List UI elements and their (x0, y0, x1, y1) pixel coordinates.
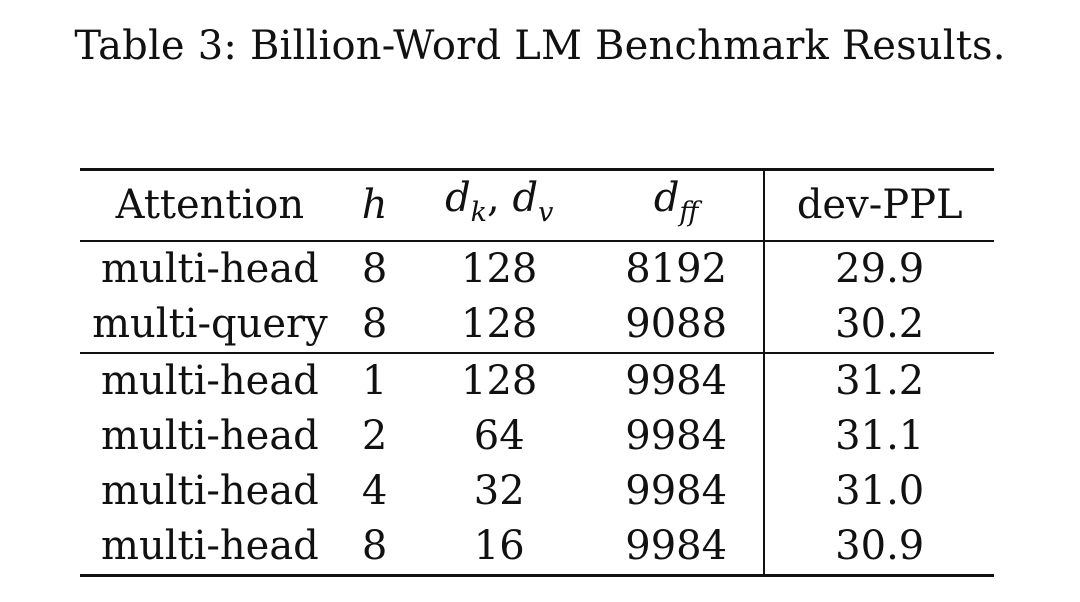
cell-dev-ppl-best: 29.9 (764, 241, 994, 297)
table-row (80, 353, 994, 409)
cell-h: 8 (361, 523, 388, 569)
cell-attention: multi-head (101, 523, 319, 569)
cell-dff: 9984 (625, 468, 728, 514)
table-row (80, 409, 994, 464)
table-header (80, 170, 994, 242)
cell-dev-ppl: 31.1 (764, 409, 994, 464)
cell-dk-dv: 64 (473, 413, 525, 459)
table-row (80, 241, 994, 297)
header-dff-base: d (653, 175, 680, 221)
header-dv-base: d (512, 175, 539, 221)
table-row (80, 297, 994, 353)
header-h: h (361, 182, 388, 228)
header-dv-sub: v (538, 197, 554, 228)
header-dk-base: d (445, 175, 471, 221)
cell-h: 8 (361, 246, 388, 292)
cell-dff: 9984 (625, 413, 728, 459)
header-dff (589, 170, 764, 242)
cell-attention: multi-head (101, 468, 319, 514)
cell-h: 8 (361, 301, 388, 347)
cell-dk-dv: 16 (473, 523, 525, 569)
cell-dev-ppl: 31.2 (764, 353, 994, 409)
table-row (80, 464, 994, 519)
cell-dff: 9088 (625, 301, 728, 347)
header-dk-sub: k (470, 197, 488, 228)
table-row (80, 519, 994, 576)
cell-attention: multi-query (92, 301, 328, 347)
cell-h: 4 (361, 468, 388, 514)
cell-h: 1 (361, 358, 388, 404)
table-body-top (80, 241, 994, 353)
table-body-bottom (80, 353, 994, 576)
cell-dev-ppl: 31.0 (764, 464, 994, 519)
cell-attention: multi-head (101, 358, 319, 404)
cell-dev-ppl: 30.9 (764, 519, 994, 576)
table-caption: Table 3: Billion-Word LM Benchmark Results. (74, 23, 1006, 69)
header-dk-sep: , (487, 175, 513, 221)
cell-attention: multi-head (101, 413, 319, 459)
header-dev-ppl: dev-PPL (764, 170, 994, 242)
cell-dk-dv: 128 (461, 301, 538, 347)
cell-dff: 9984 (625, 358, 728, 404)
cell-dk-dv: 128 (461, 246, 538, 292)
results-table (80, 168, 994, 577)
header-attention: Attention (115, 182, 305, 228)
header-dff-sub: ff (679, 197, 699, 228)
header-row (80, 170, 994, 242)
cell-dev-ppl: 30.2 (764, 297, 994, 353)
cell-dff: 8192 (625, 246, 728, 292)
header-dk-dv (409, 170, 588, 242)
cell-attention: multi-head (101, 246, 319, 292)
cell-h: 2 (361, 413, 388, 459)
cell-dk-dv: 32 (473, 468, 525, 514)
cell-dff: 9984 (625, 523, 728, 569)
cell-dk-dv: 128 (461, 358, 538, 404)
